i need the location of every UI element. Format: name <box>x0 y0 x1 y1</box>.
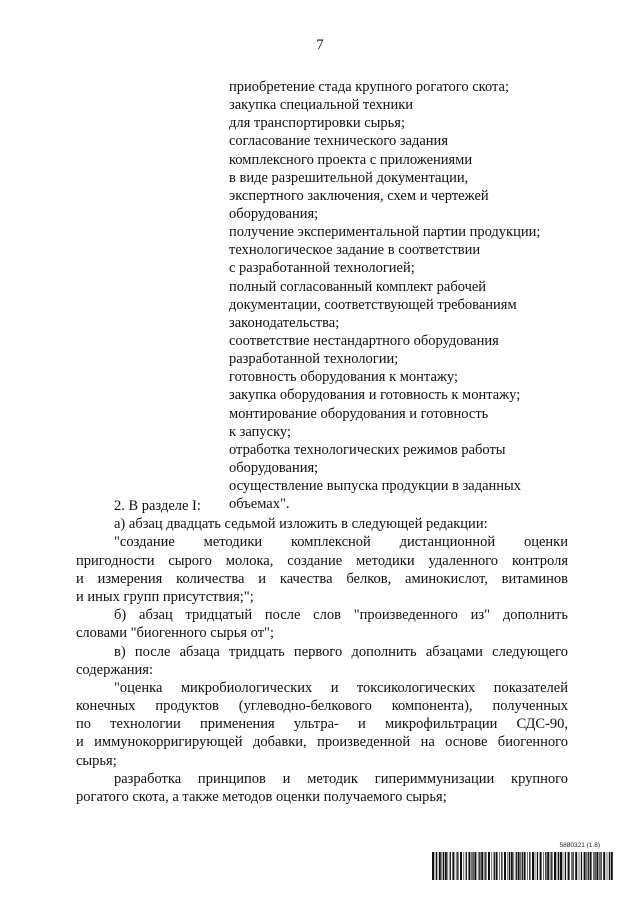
body-line: и иммунокорригирующей добавки, произведенной на основе биогенного <box>76 734 568 751</box>
body-line: конечных продуктов (углеводно-белкового компонента), полученных <box>76 698 568 715</box>
list-line: закупка оборудования и готовность к монтажу; <box>229 387 521 404</box>
body-line: словами "биогенного сырья от"; <box>76 625 274 642</box>
body-line: "создание методики комплексной дистанционной оценки <box>114 534 568 551</box>
list-line: разработанной технологии; <box>229 351 399 368</box>
body-line: и измерения количества и качества белков, аминокислот, витаминов <box>76 570 568 587</box>
body-line: разработка принципов и методик гипериммунизации крупного <box>114 770 568 787</box>
list-line: законодательства; <box>229 314 340 331</box>
list-line: готовность оборудования к монтажу; <box>229 369 458 386</box>
list-line: закупка специальной техники <box>229 97 414 114</box>
list-line: экспертного заключения, схем и чертежей <box>229 187 489 204</box>
list-line: соответствие нестандартного оборудования <box>229 332 499 349</box>
barcode-number: 5880321 (1.8) <box>559 842 600 849</box>
list-line: согласование технического задания <box>229 133 448 150</box>
body-line: в) после абзаца тридцать первого дополнить абзацами следующего <box>114 643 568 660</box>
list-line: осуществление выпуска продукции в заданных <box>229 478 522 495</box>
body-line: "оценка микробиологических и токсикологических показателей <box>114 679 568 696</box>
list-line: с разработанной технологией; <box>229 260 415 277</box>
list-line: полный согласованный комплект рабочей <box>229 278 487 295</box>
body-line: пригодности сырого молока, создание методики удаленного контроля <box>76 552 568 569</box>
body-line: 2. В разделе I: <box>114 498 201 514</box>
body-line: б) абзац тридцатый после слов "произведенного из" дополнить <box>114 607 568 624</box>
page-number: 7 <box>316 37 324 53</box>
body-line: содержания: <box>76 661 154 678</box>
list-line: комплексного проекта с приложениями <box>229 151 473 168</box>
list-line: технологическое задание в соответствии <box>229 242 481 259</box>
list-line: документации, соответствующей требованиям <box>229 296 517 313</box>
body-line: по технологии применения ультра- и микрофильтрации СДС-90, <box>76 716 568 733</box>
body-line: сырья; <box>76 752 117 769</box>
list-line: для транспортировки сырья; <box>229 115 405 132</box>
list-line: в виде разрешительной документации, <box>229 169 469 186</box>
amendment-list <box>229 78 589 513</box>
body-line: и иных групп присутствия;"; <box>76 588 254 605</box>
list-line: получение экспериментальной партии продукции; <box>229 224 541 241</box>
barcode <box>432 842 614 882</box>
list-line: отработка технологических режимов работы <box>229 441 506 458</box>
list-line: приобретение стада крупного рогатого скота; <box>229 79 509 95</box>
list-line: оборудования; <box>229 205 319 222</box>
barcode-bars <box>432 852 614 880</box>
list-line: к запуску; <box>229 423 292 440</box>
list-line: монтирование оборудования и готовность <box>229 405 489 422</box>
list-line: оборудования; <box>229 459 319 476</box>
list-line: объемах". <box>229 496 290 513</box>
body-line: рогатого скота, а также методов оценки получаемого сырья; <box>76 789 447 805</box>
body-text <box>76 497 568 806</box>
body-line: а) абзац двадцать седьмой изложить в следующей редакции: <box>114 516 488 533</box>
